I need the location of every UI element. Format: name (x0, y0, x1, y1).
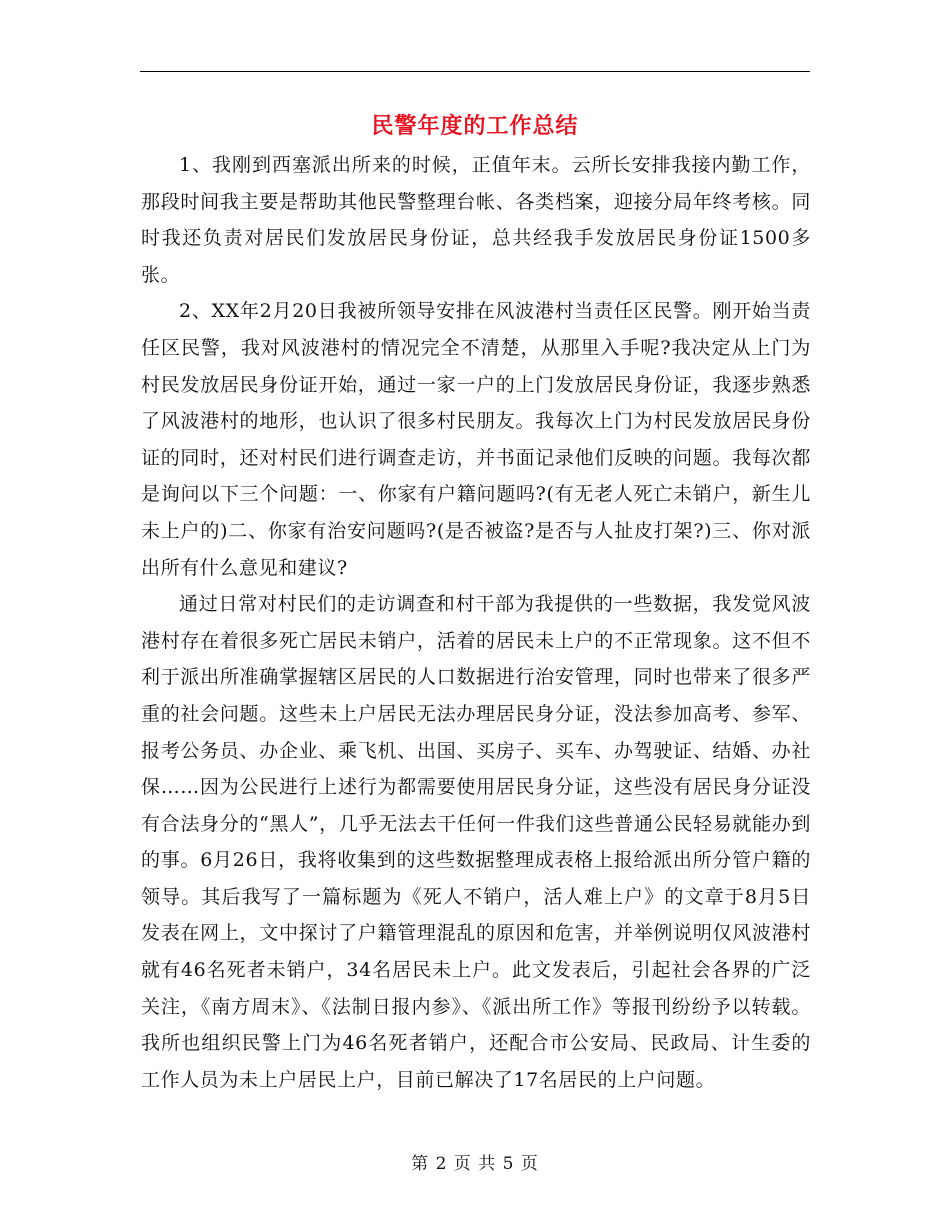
paragraph-2: 2、XX年2月20日我被所领导安排在风波港村当责任区民警。刚开始当责任区民警，我对风波港村的情况完全不清楚，从那里入手呢?我决定从上门为村民发放居民身份证开始，通过一家一户的上门发放居民身份证，我逐步熟悉了风波港村的地形，也认识了很多村民朋友。我每次上门为村民发放居民身份证的同时，还对村民们进行调查走访，并书面记录他们反映的问题。我每次都是询问以下三个问题：一、你家有户籍问题吗?(有无老人死亡未销户，新生儿未上户的)二、你家有治安问题吗?(是否被盗?是否与人扯皮打架?)三、你对派出所有什么意见和建议? (141, 300, 811, 579)
document-title: 民警年度的工作总结 (371, 113, 579, 139)
page-number: 第 2 页 共 5 页 (411, 1154, 539, 1174)
header-rule (140, 71, 810, 72)
paragraph-3: 通过日常对村民们的走访调查和村干部为我提供的一些数据，我发觉风波港村存在着很多死亡居民未销户，活着的居民未上户的不正常现象。这不但不利于派出所准确掌握辖区居民的人口数据进行治安管理，同时也带来了很多严重的社会问题。这些未上户居民无法办理居民身分证，没法参加高考、参军、报考公务员、办企业、乘飞机、出国、买房子、买车、办驾驶证、结婚、办社保……因为公民进行上述行为都需要使用居民身分证，这些没有居民身分证没有合法身分的“黑人”，几乎无法去干任何一件我们这些普通公民轻易就能办到的事。6月26日，我将收集到的这些数据整理成表格上报给派出所分管户籍的领导。其后我写了一篇标题为《死人不销户，活人难上户》的文章于8月5日发表在网上，文中探讨了户籍管理混乱的原因和危害，并举例说明仅风波港村就有46名死者未销户，34名居民未上户。此文发表后，引起社会各界的广泛关注，《南方周末》、《法制日报内参》、《派出所工作》等报刊纷纷予以转载。我所也组织民警上门为46名死者销户，还配合市公安局、民政局、计生委的工作人员为未上户居民上户，目前已解决了17名居民的上户问题。 (141, 593, 811, 1091)
document-body (141, 147, 811, 1098)
paragraph-1: 1、我刚到西塞派出所来的时候，正值年末。云所长安排我接内勤工作，那段时间我主要是帮助其他民警整理台帐、各类档案，迎接分局年终考核。同时我还负责对居民们发放居民身份证，总共经我手发放居民身份证1500多张。 (141, 154, 811, 286)
